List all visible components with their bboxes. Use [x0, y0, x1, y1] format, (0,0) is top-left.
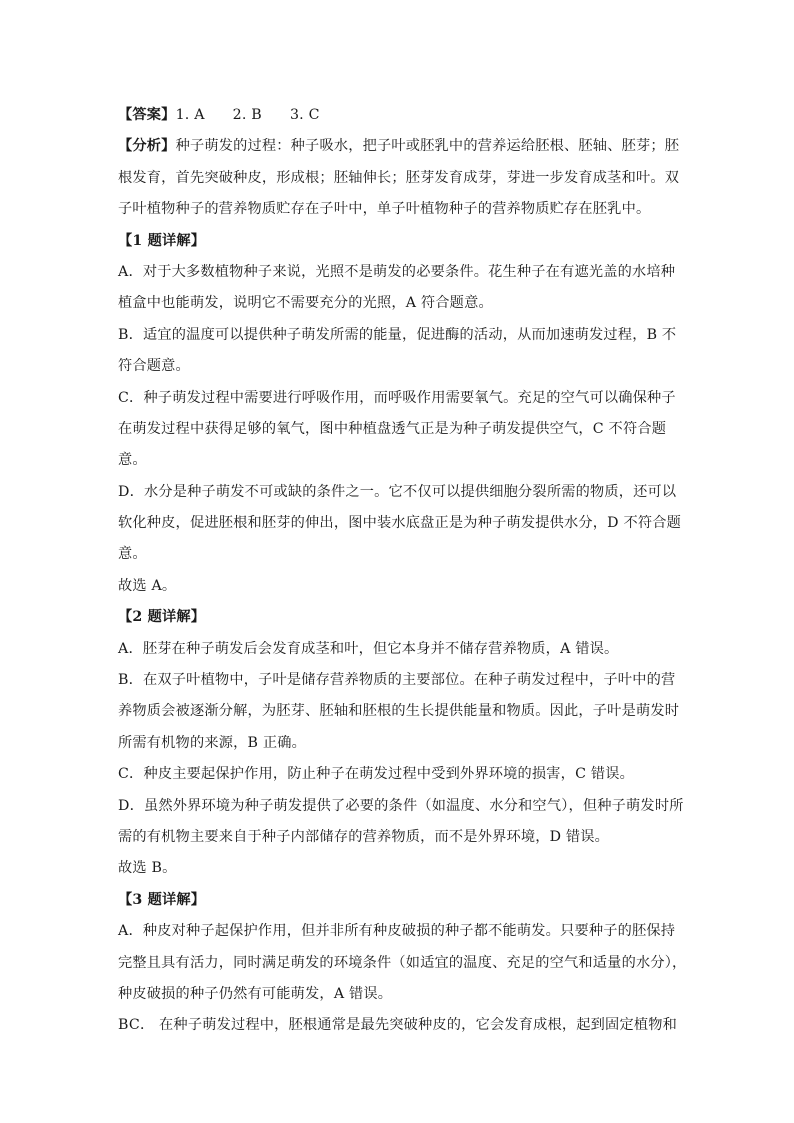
q3-header: 【3 题详解】 [118, 891, 206, 908]
q2-line: B．在双子叶植物中，子叶是储存营养物质的主要部位。在种子萌发过程中，子叶中的营 [118, 672, 676, 689]
analysis-line-1 [118, 131, 678, 162]
analysis-label: 【分析】 [118, 138, 176, 155]
q1-line: D．水分是种子萌发不可或缺的条件之一。它不仅可以提供细胞分裂所需的物质，还可以 [118, 483, 677, 500]
analysis-line-2: 根发育，首先突破种皮，形成根；胚轴伸长；胚芽发育成芽，芽进一步发育成茎和叶。双 [118, 169, 680, 186]
q1-line: 意。 [118, 452, 147, 469]
q1-line: 符合题意。 [118, 358, 190, 375]
q2-line: 养物质会被逐渐分解，为胚芽、胚轴和胚根的生长提供能量和物质。因此，子叶是萌发时 [118, 703, 680, 720]
q2-line: 需的有机物主要来自于种子内部储存的营养物质，而不是外界环境，D 错误。 [118, 828, 610, 845]
q1-line: 在萌发过程中获得足够的氧气，图中种植盘透气正是为种子萌发提供空气，C 不符合题 [118, 420, 667, 437]
answer-item-1: 1. A [175, 107, 205, 123]
analysis-text-1: 种子萌发的过程：种子吸水，把子叶或胚乳中的营养运给胚根、胚轴、胚芽；胚 [175, 138, 680, 155]
answer-item-2: 2. B [232, 107, 262, 123]
q1-line: 植盒中也能萌发，说明它不需要充分的光照，A 符合题意。 [118, 295, 493, 312]
q3-line: 种皮破损的种子仍然有可能萌发，A 错误。 [118, 985, 393, 1002]
q3-line: 完整且具有活力，同时满足萌发的环境条件（如适宜的温度、充足的空气和适量的水分）， [118, 954, 687, 971]
q2-line: 所需有机物的来源，B 正确。 [118, 734, 306, 751]
q1-line: C．种子萌发过程中需要进行呼吸作用，而呼吸作用需要氧气。充足的空气可以确保种子 [118, 389, 676, 406]
answer-line [118, 100, 678, 131]
q1-line: B．适宜的温度可以提供种子萌发所需的能量，促进酶的活动，从而加速萌发过程，B 不 [118, 326, 677, 343]
answer-item-3: 3. C [289, 107, 320, 123]
answer-content [118, 100, 687, 1042]
q1-conclusion: 故选 A。 [118, 577, 177, 594]
analysis-line-3: 子叶植物种子的营养物质贮存在子叶中，单子叶植物种子的营养物质贮存在胚乳中。 [118, 201, 651, 218]
q1-line: 意。 [118, 546, 147, 563]
q3-line: BC． 在种子萌发过程中，胚根通常是最先突破种皮的，它会发育成根，起到固定植物和 [118, 1017, 677, 1034]
q2-header: 【2 题详解】 [118, 609, 206, 626]
q1-line: A．对于大多数植物种子来说，光照不是萌发的必要条件。花生种子在有遮光盖的水培种 [118, 263, 676, 280]
q1-header: 【1 题详解】 [118, 232, 206, 249]
answer-label: 【答案】 [118, 107, 176, 123]
q2-line: A．胚芽在种子萌发后会发育成茎和叶，但它本身并不储存营养物质，A 错误。 [118, 640, 619, 657]
q2-line: D．虽然外界环境为种子萌发提供了必要的条件（如温度、水分和空气），但种子萌发时所 [118, 797, 684, 814]
q2-line: C．种皮主要起保护作用，防止种子在萌发过程中受到外界环境的损害，C 错误。 [118, 766, 634, 783]
q1-line: 软化种皮，促进胚根和胚芽的伸出，图中装水底盘正是为种子萌发提供水分，D 不符合题 [118, 515, 682, 532]
q3-line: A．种皮对种子起保护作用，但并非所有种皮破损的种子都不能萌发。只要种子的胚保持 [118, 923, 676, 940]
q2-conclusion: 故选 B。 [118, 860, 177, 877]
